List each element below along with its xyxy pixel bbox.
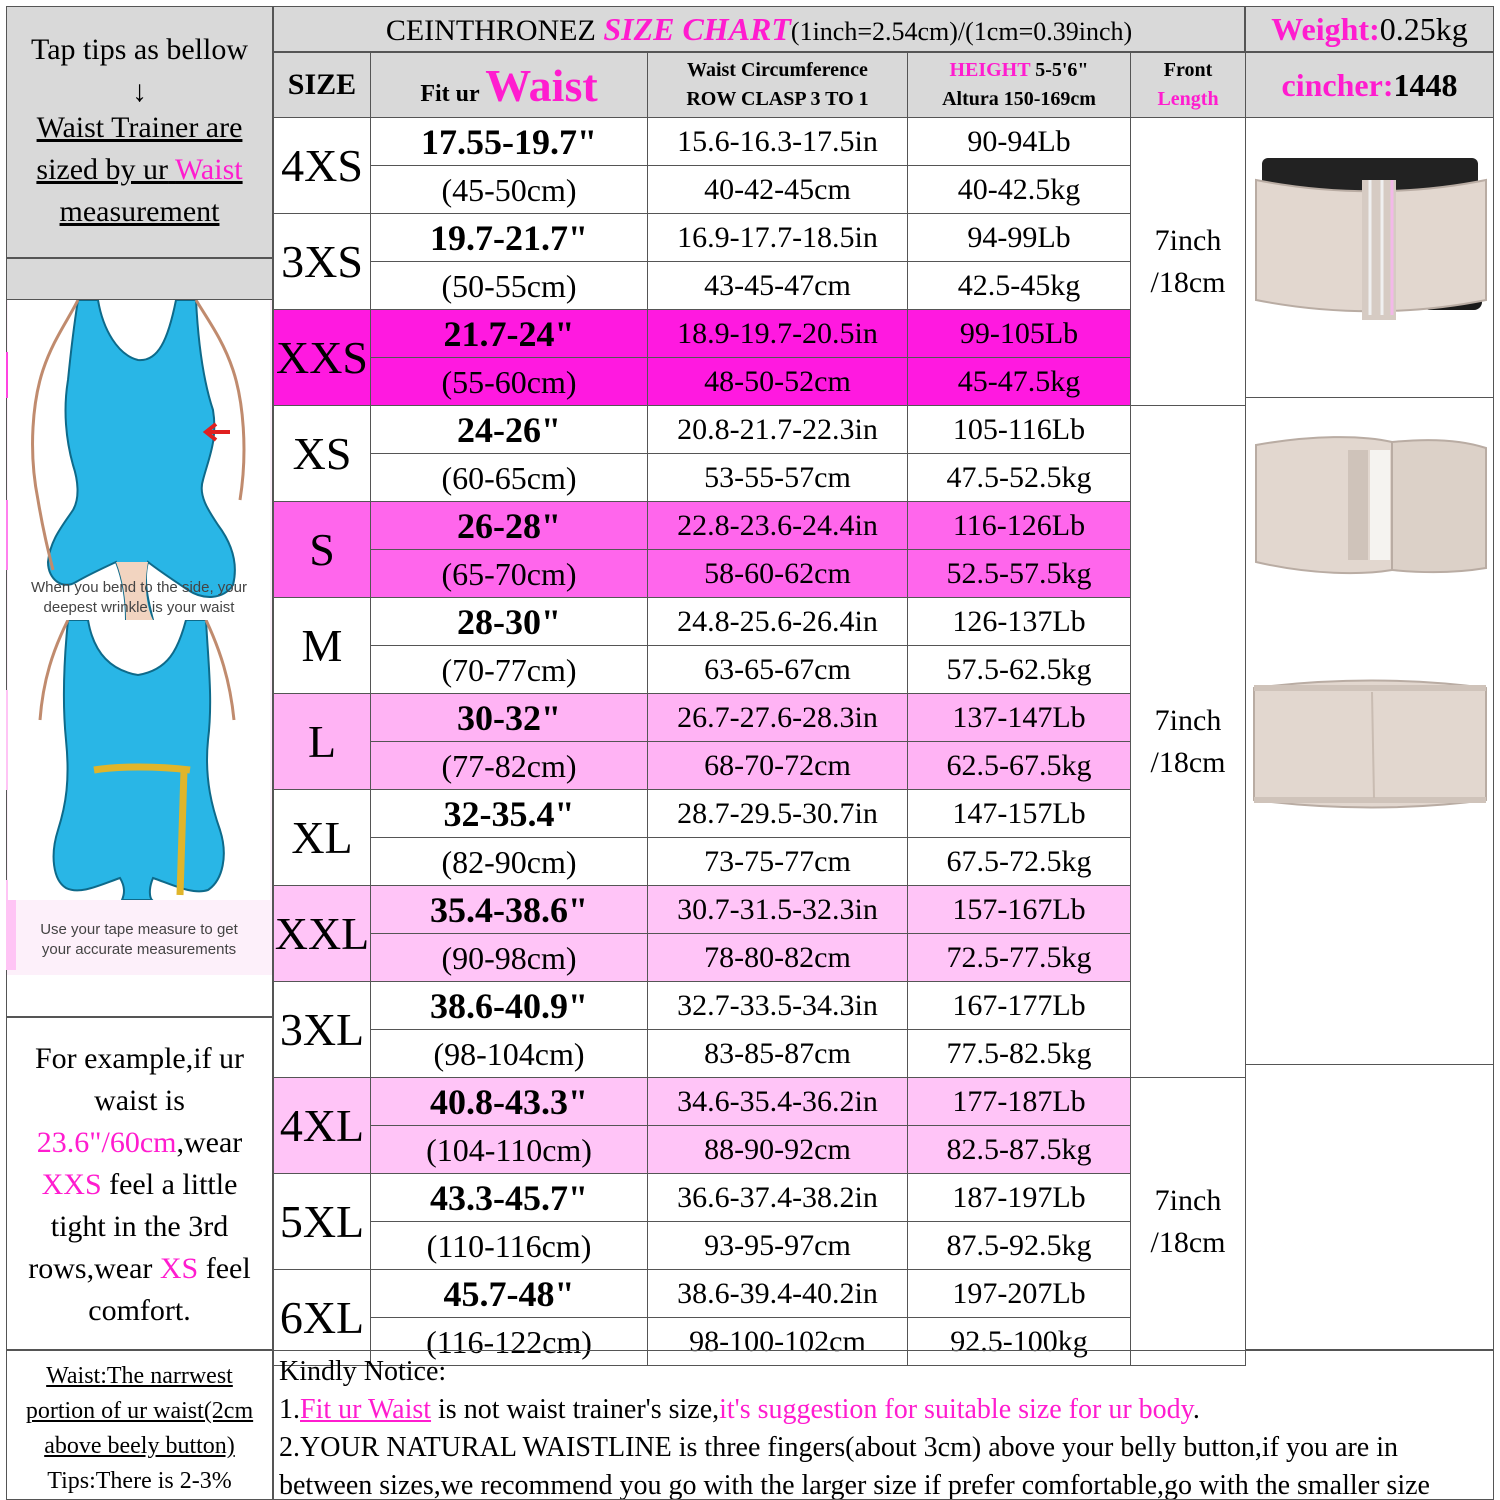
- weight-kg: 45-47.5kg: [908, 358, 1131, 406]
- size-label: XXL: [274, 886, 371, 982]
- waist-cm: (65-70cm): [371, 550, 648, 598]
- weight-kg: 92.5-100kg: [908, 1318, 1131, 1366]
- circumference-inches: 16.9-17.7-18.5in: [648, 214, 908, 262]
- waist-inches: 43.3-45.7": [371, 1174, 648, 1222]
- waist-inches: 17.55-19.7": [371, 118, 648, 166]
- table-row: [274, 262, 1246, 310]
- circumference-inches: 28.7-29.5-30.7in: [648, 790, 908, 838]
- table-row: [274, 1126, 1246, 1174]
- front-length-value: 7inch /18cm: [1131, 118, 1246, 406]
- divider: [1245, 1064, 1494, 1065]
- weight-lb: 197-207Lb: [908, 1270, 1131, 1318]
- waist-cm: (77-82cm): [371, 742, 648, 790]
- table-row: [274, 742, 1246, 790]
- circumference-cm: 93-95-97cm: [648, 1222, 908, 1270]
- front-length-value: 7inch /18cm: [1131, 406, 1246, 1078]
- circumference-cm: 48-50-52cm: [648, 358, 908, 406]
- weight-kg: 57.5-62.5kg: [908, 646, 1131, 694]
- blank-cell: [6, 975, 273, 1017]
- size-label: 4XS: [274, 118, 371, 214]
- waist-inches: 24-26": [371, 406, 648, 454]
- col-front-length: Front Length: [1131, 53, 1246, 118]
- circumference-inches: 22.8-23.6-24.4in: [648, 502, 908, 550]
- body-side-bend-icon: [8, 300, 270, 620]
- waist-cm: (90-98cm): [371, 934, 648, 982]
- table-row: [274, 934, 1246, 982]
- table-row: [274, 1270, 1246, 1318]
- col-size: SIZE: [274, 53, 371, 118]
- table-row: [274, 502, 1246, 550]
- table-row: [274, 310, 1246, 358]
- weight-kg: 40-42.5kg: [908, 166, 1131, 214]
- notice-title: Kindly Notice:: [279, 1356, 447, 1387]
- table-row: [274, 886, 1246, 934]
- table-row: [274, 118, 1246, 166]
- circumference-cm: 68-70-72cm: [648, 742, 908, 790]
- table-row: [274, 598, 1246, 646]
- divider: [1245, 397, 1494, 398]
- notice-box: [273, 1350, 1494, 1500]
- weight-label: Weight:0.25kg: [1245, 6, 1494, 52]
- table-row: [274, 1174, 1246, 1222]
- table-row: [274, 358, 1246, 406]
- table-row: [274, 1030, 1246, 1078]
- weight-lb: 105-116Lb: [908, 406, 1131, 454]
- waist-inches: 32-35.4": [371, 790, 648, 838]
- circumference-cm: 58-60-62cm: [648, 550, 908, 598]
- size-label: L: [274, 694, 371, 790]
- size-label: 4XL: [274, 1078, 371, 1174]
- size-label: 3XS: [274, 214, 371, 310]
- waist-inches: 19.7-21.7": [371, 214, 648, 262]
- weight-lb: 187-197Lb: [908, 1174, 1131, 1222]
- table-row: [274, 790, 1246, 838]
- size-label: 5XL: [274, 1174, 371, 1270]
- weight-lb: 137-147Lb: [908, 694, 1131, 742]
- notice-line-3: between sizes,we recommend you go with the larger size if prefer comfortable,go with the smaller size: [279, 1470, 1430, 1500]
- notice-line-2: 2.YOUR NATURAL WAISTLINE is three fingers(about 3cm) above your belly button,if you are in: [279, 1432, 1398, 1463]
- bend-illustration: [8, 300, 270, 620]
- waist-definition: Waist:The narrwest portion of ur waist(2cm above beely button) Tips:There is 2-3%: [6, 1350, 273, 1500]
- weight-kg: 42.5-45kg: [908, 262, 1131, 310]
- waist-inches: 28-30": [371, 598, 648, 646]
- waist-inches: 21.7-24": [371, 310, 648, 358]
- size-label: 3XL: [274, 982, 371, 1078]
- size-table: [273, 52, 1246, 1366]
- waist-inches: 38.6-40.9": [371, 982, 648, 1030]
- weight-kg: 47.5-52.5kg: [908, 454, 1131, 502]
- circumference-inches: 32.7-33.5-34.3in: [648, 982, 908, 1030]
- col-fit-waist: Fit ur Waist: [371, 53, 648, 118]
- waist-inches: 45.7-48": [371, 1270, 648, 1318]
- circumference-cm: 88-90-92cm: [648, 1126, 908, 1174]
- circumference-inches: 34.6-35.4-36.2in: [648, 1078, 908, 1126]
- circumference-inches: 24.8-25.6-26.4in: [648, 598, 908, 646]
- table-row: [274, 646, 1246, 694]
- body-tape-measure-icon: [8, 620, 270, 900]
- waist-inches: 26-28": [371, 502, 648, 550]
- waist-cm: (45-50cm): [371, 166, 648, 214]
- waist-cm: (104-110cm): [371, 1126, 648, 1174]
- waist-cm: (50-55cm): [371, 262, 648, 310]
- table-row: [274, 838, 1246, 886]
- weight-kg: 82.5-87.5kg: [908, 1126, 1131, 1174]
- tips-line-4: measurement: [59, 195, 220, 228]
- belt-image-1: [1252, 150, 1488, 330]
- table-row: [274, 214, 1246, 262]
- belt-image-3: [1252, 670, 1488, 820]
- weight-kg: 67.5-72.5kg: [908, 838, 1131, 886]
- table-row: [274, 166, 1246, 214]
- circumference-inches: 26.7-27.6-28.3in: [648, 694, 908, 742]
- waist-cm: (55-60cm): [371, 358, 648, 406]
- col-waist-circumference: Waist Circumference ROW CLASP 3 TO 1: [648, 53, 908, 118]
- circumference-inches: 36.6-37.4-38.2in: [648, 1174, 908, 1222]
- table-row: [274, 1222, 1246, 1270]
- table-row: [274, 1078, 1246, 1126]
- circumference-cm: 73-75-77cm: [648, 838, 908, 886]
- tape-illustration: [8, 620, 270, 900]
- size-label: 6XL: [274, 1270, 371, 1366]
- waist-inches: 30-32": [371, 694, 648, 742]
- cincher-label: cincher:1448: [1245, 52, 1494, 118]
- circumference-cm: 78-80-82cm: [648, 934, 908, 982]
- weight-lb: 99-105Lb: [908, 310, 1131, 358]
- weight-kg: 87.5-92.5kg: [908, 1222, 1131, 1270]
- table-row: [274, 454, 1246, 502]
- col-height: HEIGHT 5-5'6" Altura 150-169cm: [908, 53, 1131, 118]
- circumference-cm: 63-65-67cm: [648, 646, 908, 694]
- circumference-cm: 43-45-47cm: [648, 262, 908, 310]
- notice-line-1: 1.Fit ur Waist is not waist trainer's size,it's suggestion for suitable size for ur body.: [279, 1394, 1200, 1425]
- waist-cm: (98-104cm): [371, 1030, 648, 1078]
- weight-kg: 52.5-57.5kg: [908, 550, 1131, 598]
- circumference-cm: 53-55-57cm: [648, 454, 908, 502]
- weight-lb: 177-187Lb: [908, 1078, 1131, 1126]
- waist-cm: (82-90cm): [371, 838, 648, 886]
- waist-cm: (60-65cm): [371, 454, 648, 502]
- weight-lb: 116-126Lb: [908, 502, 1131, 550]
- weight-lb: 147-157Lb: [908, 790, 1131, 838]
- circumference-cm: 98-100-102cm: [648, 1318, 908, 1366]
- size-label: XXS: [274, 310, 371, 406]
- circumference-inches: 15.6-16.3-17.5in: [648, 118, 908, 166]
- gray-spacer: [6, 258, 273, 300]
- size-label: S: [274, 502, 371, 598]
- waist-cm: (116-122cm): [371, 1318, 648, 1366]
- weight-lb: 157-167Lb: [908, 886, 1131, 934]
- waist-cm: (110-116cm): [371, 1222, 648, 1270]
- circumference-inches: 18.9-19.7-20.5in: [648, 310, 908, 358]
- circumference-inches: 30.7-31.5-32.3in: [648, 886, 908, 934]
- circumference-inches: 38.6-39.4-40.2in: [648, 1270, 908, 1318]
- size-label: M: [274, 598, 371, 694]
- caption-bend: When you bend to the side, your deepest wrinkle is your waist: [31, 579, 247, 616]
- circumference-cm: 40-42-45cm: [648, 166, 908, 214]
- waist-inches: 40.8-43.3": [371, 1078, 648, 1126]
- size-label: XL: [274, 790, 371, 886]
- tips-line-2: Waist Trainer are: [36, 111, 243, 144]
- size-label: XS: [274, 406, 371, 502]
- weight-lb: 94-99Lb: [908, 214, 1131, 262]
- table-row: [274, 982, 1246, 1030]
- circumference-cm: 83-85-87cm: [648, 1030, 908, 1078]
- waist-cm: (70-77cm): [371, 646, 648, 694]
- tips-heading: Tap tips as bellow: [30, 33, 249, 66]
- weight-kg: 72.5-77.5kg: [908, 934, 1131, 982]
- waist-inches: 35.4-38.6": [371, 886, 648, 934]
- weight-lb: 126-137Lb: [908, 598, 1131, 646]
- example-box: For example,if ur waist is 23.6"/60cm,wear XXS feel a little tight in the 3rd rows,wear XS feel comfort.: [6, 1017, 273, 1350]
- front-length-value: 7inch /18cm: [1131, 1078, 1246, 1366]
- chart-title: CEINTHRONEZ SIZE CHART(1inch=2.54cm)/(1cm=0.39inch): [273, 6, 1245, 52]
- table-row: [274, 550, 1246, 598]
- caption-tape: Use your tape measure to get your accurate measurements: [40, 921, 238, 958]
- weight-kg: 62.5-67.5kg: [908, 742, 1131, 790]
- weight-kg: 77.5-82.5kg: [908, 1030, 1131, 1078]
- down-arrow-icon: ↓: [132, 75, 147, 108]
- tips-box: [6, 6, 273, 258]
- table-row: [274, 694, 1246, 742]
- weight-lb: 90-94Lb: [908, 118, 1131, 166]
- circumference-inches: 20.8-21.7-22.3in: [648, 406, 908, 454]
- tips-line-3: sized by ur Waist: [36, 153, 243, 186]
- table-row: [274, 406, 1246, 454]
- belt-image-2: [1252, 430, 1488, 580]
- weight-lb: 167-177Lb: [908, 982, 1131, 1030]
